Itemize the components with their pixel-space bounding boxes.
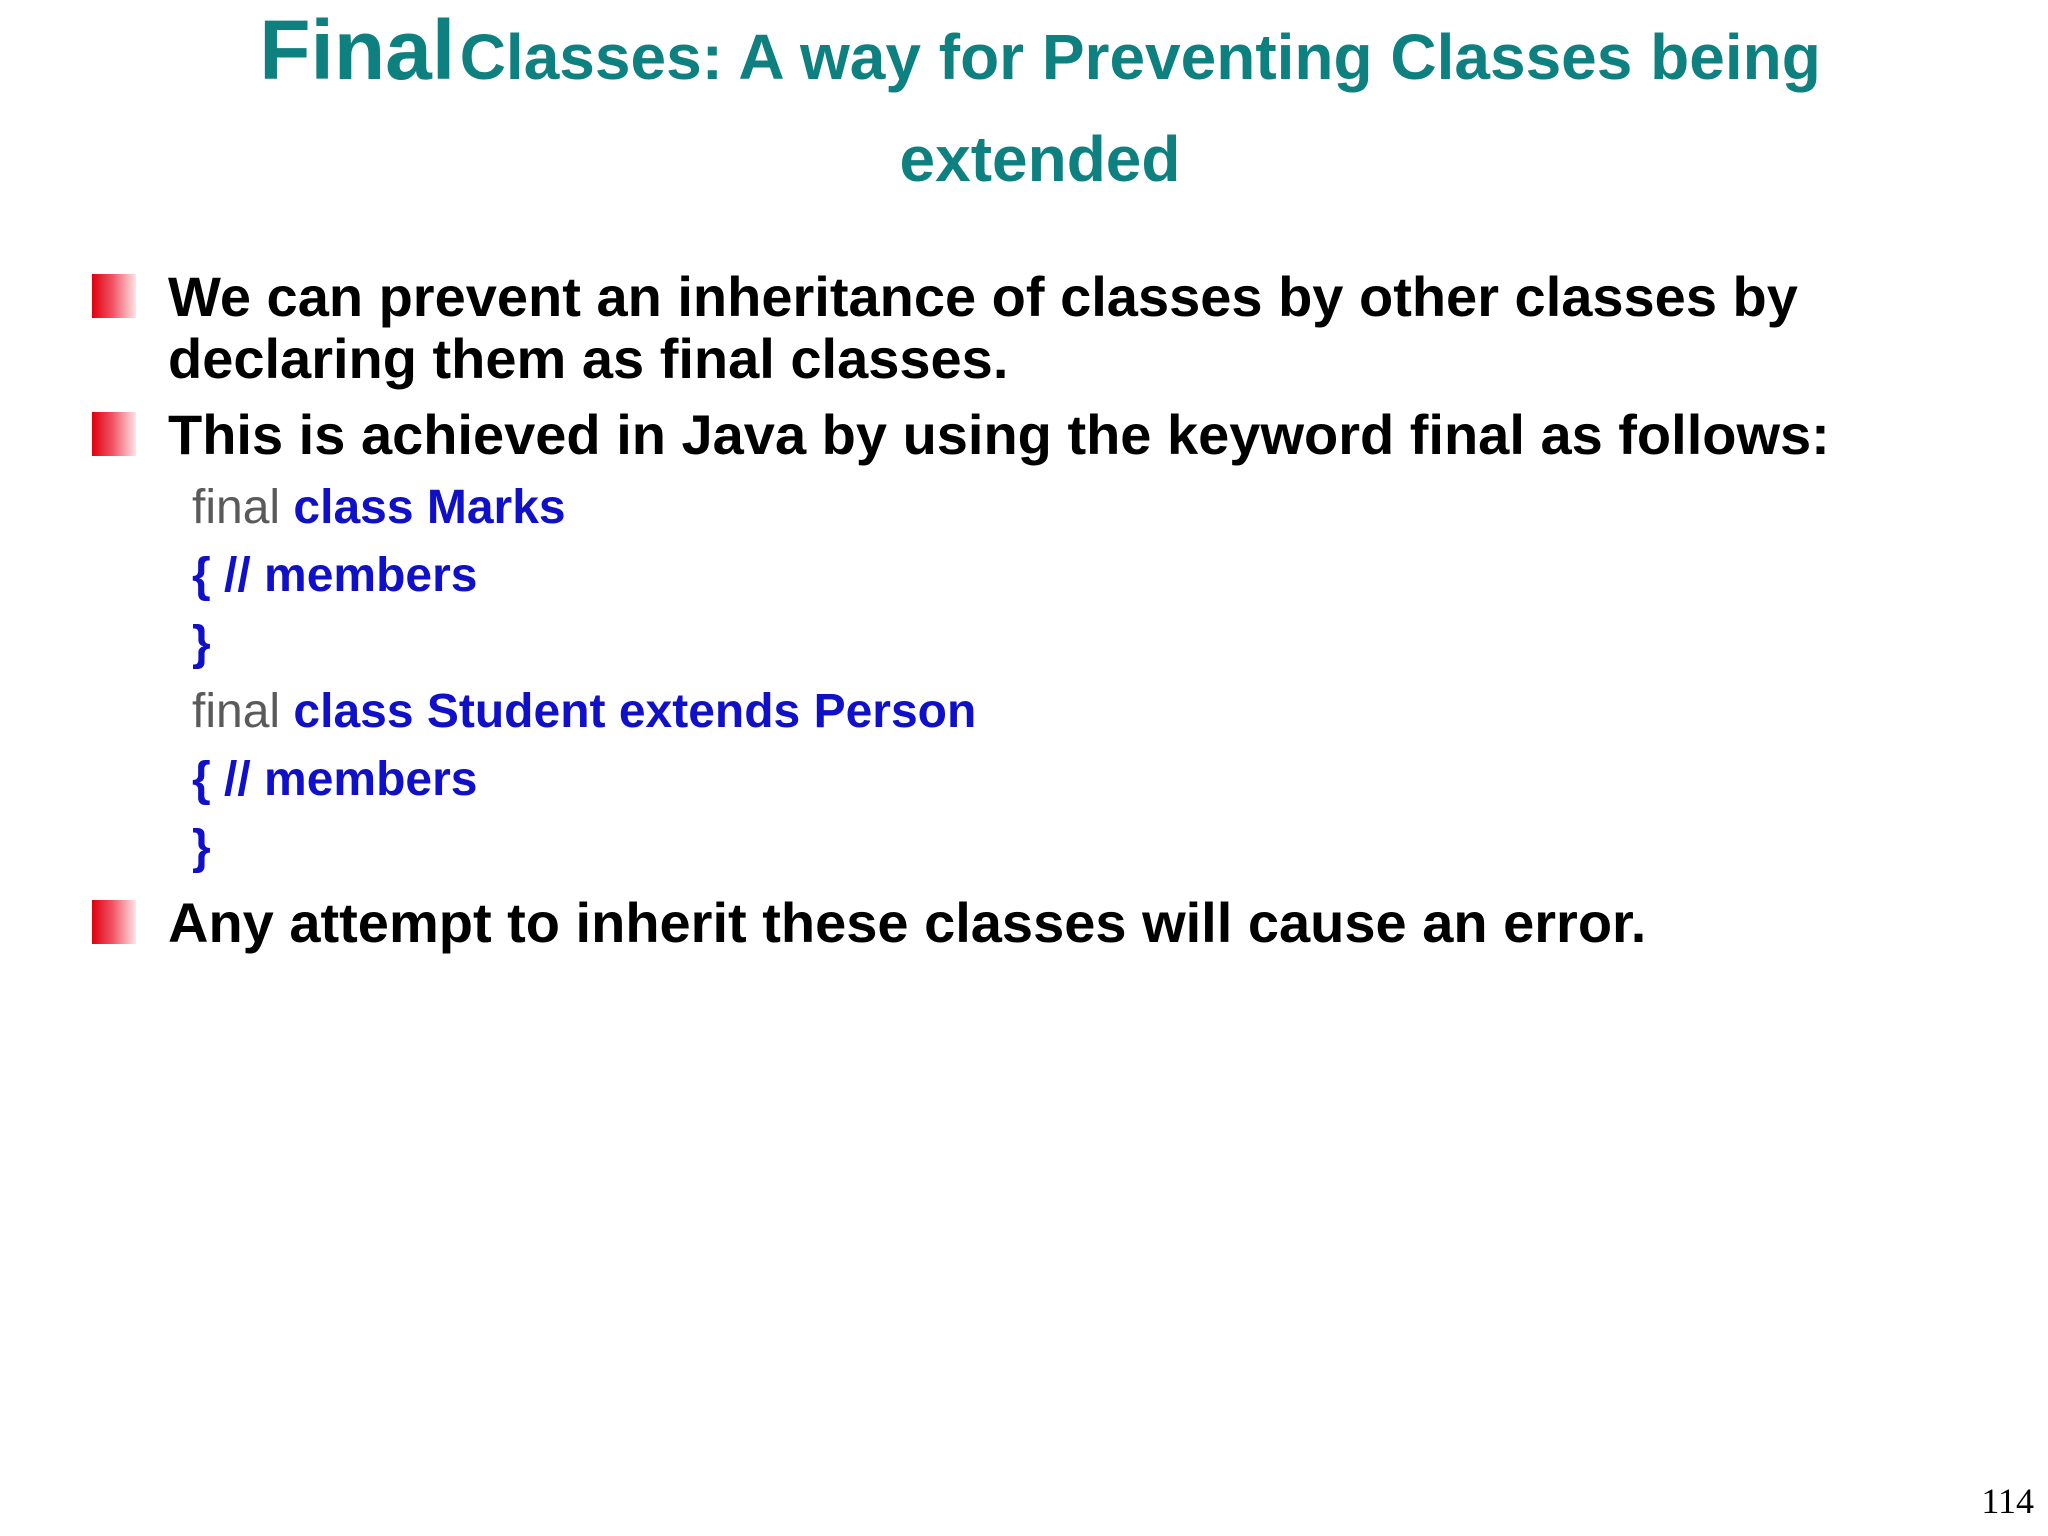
code-line	[192, 546, 477, 606]
code-line	[192, 614, 211, 674]
slide-title-rest: Classes: A way for Preventing Classes being extended	[459, 21, 1821, 195]
code-text: class Marks	[293, 481, 566, 534]
gradient-square-bullet-icon	[92, 274, 136, 318]
code-text: { // members	[192, 549, 478, 602]
bullet-text: Any attempt to inherit these classes will cause an error.	[168, 891, 1647, 954]
page-number: 114	[1981, 1481, 2034, 1521]
code-line	[192, 682, 976, 742]
code-line	[192, 818, 211, 878]
slide-title-lead: Final	[259, 3, 456, 97]
code-text: }	[192, 821, 211, 874]
bullet-text: This is achieved in Java by using the keyword final as follows:	[168, 403, 1830, 466]
code-line	[192, 478, 566, 538]
code-keyword: final	[192, 481, 281, 534]
gradient-square-bullet-icon	[92, 900, 136, 944]
bullet-text: We can prevent an inheritance of classes by other classes by declaring them as final classes.	[168, 265, 1798, 390]
gradient-square-bullet-icon	[92, 412, 136, 456]
slide-title	[140, 3, 1940, 219]
code-text: }	[192, 617, 211, 670]
code-text: { // members	[192, 753, 478, 806]
code-keyword: final	[192, 685, 281, 738]
code-text: class Student extends Person	[293, 685, 977, 738]
code-line	[192, 750, 477, 810]
